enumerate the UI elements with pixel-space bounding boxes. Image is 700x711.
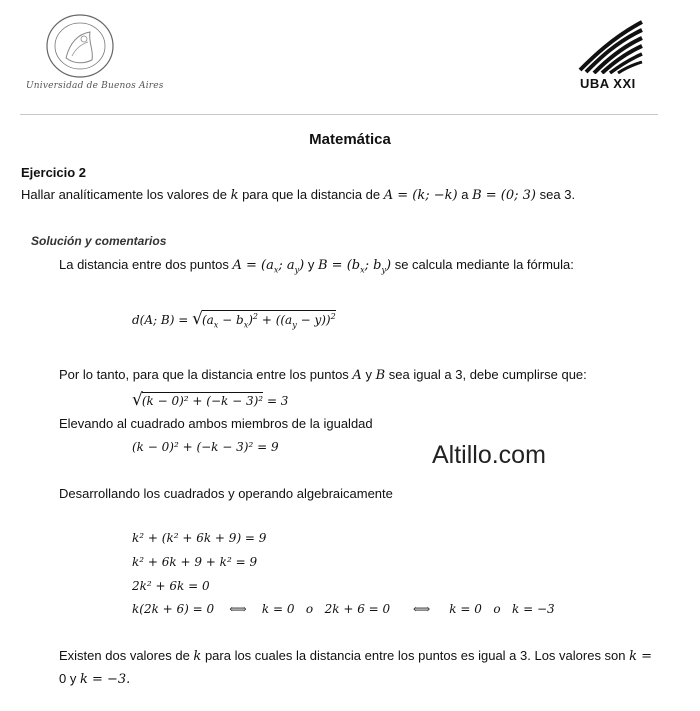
university-signature: Universidad de Buenos Aires — [26, 81, 164, 91]
conclusion-k-eq: k = — [629, 649, 653, 664]
exercise-heading: Ejercicio 2 — [21, 165, 87, 180]
conclusion-k-value: k = −3. — [79, 672, 131, 687]
statement-text-2: para que la distancia de — [242, 187, 381, 202]
line2-point-a: A — [352, 368, 362, 383]
solution-line-1 — [59, 257, 574, 275]
line2-point-b: B — [375, 368, 386, 383]
formula-radicand: $(a_x - b_x)^2 + ((a_y - y))^2$ — [201, 312, 336, 330]
conclusion-text-1: Existen dos valores de — [59, 648, 190, 663]
equation-2: (k − 0)² + (−k − 3)² = 9 — [132, 440, 279, 454]
watermark: Altillo.com — [432, 441, 546, 469]
uba-logo-icon — [578, 18, 644, 74]
uba-logo-text: UBA XXI — [580, 76, 636, 91]
solution-line-4: Desarrollando los cuadrados y operando algebraicamente — [59, 486, 393, 501]
statement-point-a: A = (k; −k) — [383, 188, 458, 203]
line2-text-1: Por lo tanto, para que la distancia entre los puntos — [59, 367, 349, 382]
eq1-radicand: (k − 0)² + (−k − 3)² — [141, 394, 264, 408]
formula-lhs: d(A; B) = — [132, 313, 189, 327]
solution-heading: Solución y comentarios — [31, 234, 167, 248]
conclusion-line-1 — [59, 648, 652, 664]
step-2: k² + 6k + 9 + k² = 9 — [132, 555, 258, 569]
statement-point-b: B = (0; 3) — [472, 188, 537, 203]
statement-text-3: a — [461, 187, 469, 202]
statement-var-k: k — [230, 188, 239, 203]
step-1: k² + (k² + 6k + 9) = 9 — [132, 531, 267, 545]
header-divider — [20, 114, 658, 115]
distance-formula: d(A; $B) = √(a_x - b_x)^2 + ((a_y - y))^2$ — [132, 309, 336, 330]
statement-text-4: sea 3. — [539, 187, 576, 202]
step-3: 2k² + 6k = 0 — [132, 579, 210, 593]
conclusion-text-3: 0 y — [59, 671, 77, 686]
step-4: k(2k + 6) = 0 ⟺ k = 0 o 2k + 6 = 0 ⟺ k = 0 o k = −3 — [132, 602, 555, 616]
point-b-def: $B = (b_x$; $b_y$) — [317, 258, 392, 275]
line2-text-2: sea igual a 3, debe cumplirse que: — [388, 367, 587, 382]
conclusion-var-k: k — [193, 649, 202, 664]
conclusion-text-2: para los cuales la distancia entre los puntos es igual a 3. Los valores son — [204, 648, 626, 663]
line1-text-1: La distancia entre dos puntos — [59, 257, 229, 272]
line2-conj: y — [365, 367, 372, 382]
equation-1: √(k − 0)² + (−k − 3)² = 3 — [132, 390, 289, 410]
university-seal-icon — [44, 12, 116, 80]
point-a-def: $A = (a_x$; $a_y$) — [232, 258, 305, 275]
conclusion-line-2 — [59, 671, 130, 687]
solution-line-2 — [59, 367, 587, 383]
page-title: Matemática — [309, 131, 391, 148]
line1-text-2: se calcula mediante la fórmula: — [394, 257, 574, 272]
eq1-rhs: = 3 — [266, 394, 289, 408]
line1-conj: y — [307, 257, 315, 272]
solution-line-3: Elevando al cuadrado ambos miembros de la igualdad — [59, 416, 373, 431]
statement-text-1: Hallar analíticamente los valores de — [21, 187, 227, 202]
exercise-statement — [21, 187, 575, 203]
